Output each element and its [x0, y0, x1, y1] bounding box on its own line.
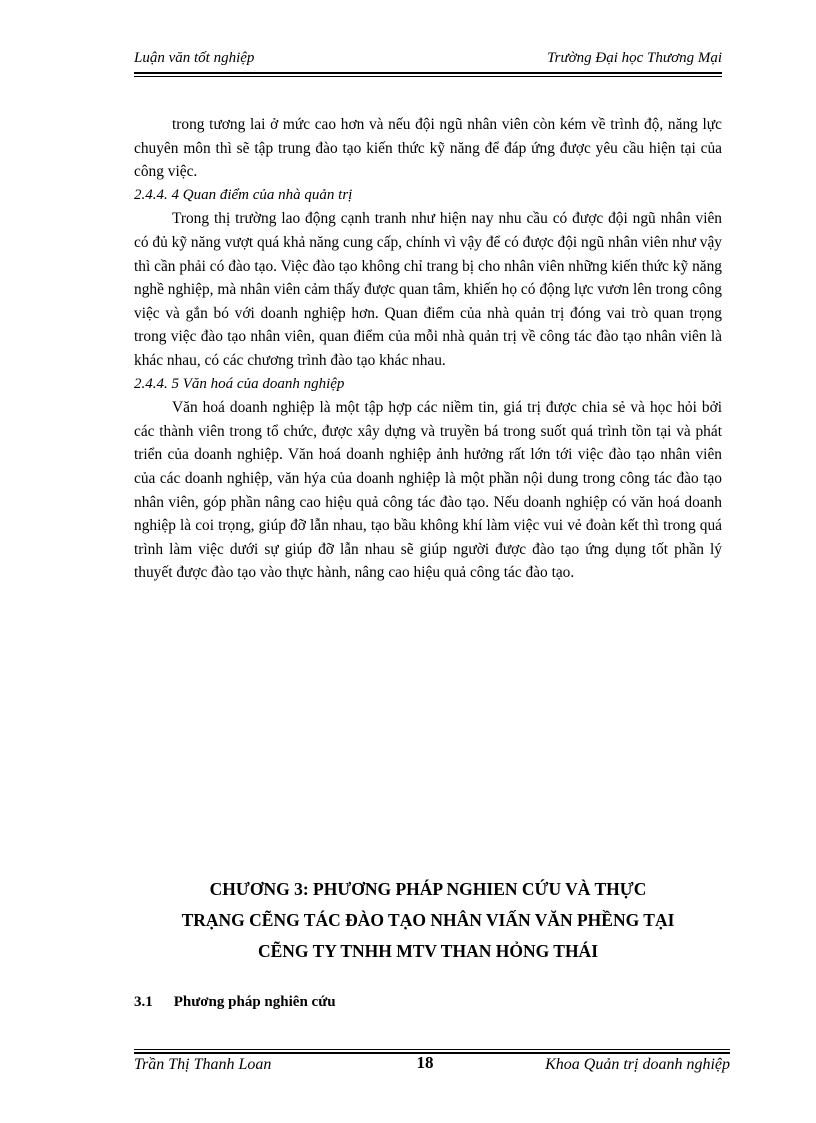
chapter-title-line: CHƯƠNG 3: PHƯƠNG PHÁP NGHIEN CỨU VÀ THỰC — [209, 879, 647, 899]
footer-author: Trần Thị Thanh Loan — [134, 1056, 272, 1073]
paragraph-manager-view: Trong thị trường lao động cạnh tranh như hiện nay nhu cầu có được đội ngũ nhân viên có đủ kỹ năng vượt quá khả năng cung cấp, chính vì vậy để có được đội ngũ nhân viên như vậy thì cần phải có đào tạo. Việc đào tạo không chỉ trang bị cho nhân viên những kiến thức kỹ năng nghề nghiệp, mà nhân viên cảm thấy được quan tâm, khiến họ có động lực vươn lên trong công việc và gắn bó với doanh nghiệp hơn. Quan điểm của nhà quản trị đóng vai trò quan trọng trong việc đào tạo nhân viên, quan điểm của mỗi nhà quản trị về công tác đào tạo nhân viên là khác nhau, có các chương trình đào tạo khác nhau. — [134, 210, 722, 369]
section-number: 3.1 — [134, 994, 153, 1010]
section-title: Phương pháp nghiên cứu — [173, 994, 336, 1010]
chapter-title-line: TRẠNG CẼNG TÁC ĐÀO TẠO NHÂN VIẤN VĂN PHỀNG TẠI — [181, 910, 675, 930]
subheading-corporate-culture: 2.4.4. 5 Văn hoá của doanh nghiệp — [134, 375, 345, 392]
subheading-manager-view: 2.4.4. 4 Quan điểm của nhà quản trị — [134, 186, 353, 203]
page-number: 18 — [416, 1053, 434, 1072]
chapter-title — [134, 874, 722, 967]
chapter-title-line: CẼNG TY TNHH MTV THAN HỎNG THÁI — [257, 941, 599, 961]
page-header — [134, 48, 722, 70]
footer-rule — [134, 1049, 730, 1050]
header-thesis-label: Luận văn tốt nghiệp — [134, 50, 255, 66]
footer-faculty: Khoa Quản trị doanh nghiệp — [545, 1056, 730, 1073]
section-heading — [134, 994, 336, 1011]
body-text — [134, 113, 722, 585]
paragraph-corporate-culture: Văn hoá doanh nghiệp là một tập hợp các niềm tin, giá trị được chia sẻ và học hỏi bởi các thành viên trong tổ chức, được xây dựng và truyền bá trong suốt quá trình tồn tại và phát triển của doanh nghiệp. Văn hoá doanh nghiệp ảnh hưởng rất lớn tới việc đào tạo nhân viên của các doanh nghiệp, văn hýa của doanh nghiệp là một phần nội dung trong công tác đào tạo nhân viên, góp phần nâng cao hiệu quả công tác đào tạo. Nếu doanh nghiệp có văn hoá doanh nghiệp là coi trọng, giúp đỡ lẫn nhau, tạo bầu không khí làm việc vui vẻ đoàn kết thì trong quá trình làm việc dưới sự giúp đỡ lẫn nhau sẽ giúp người được đào tạo ứng dụng tốt phần lý thuyết được đào tạo vào thực hành, nâng cao hiệu quả công tác đào tạo. — [134, 399, 722, 582]
header-university-name: Trường Đại học Thương Mại — [547, 50, 722, 66]
header-rule — [134, 72, 722, 74]
paragraph-continuation: trong tương lai ở mức cao hơn và nếu đội ngũ nhân viên còn kém về trình độ, năng lực chuyên môn thì sẽ tập trung đào tạo kiến thức kỹ năng để đáp ứng được yêu cầu hiện tại của công việc. — [134, 116, 722, 181]
header-rule-thin — [134, 76, 722, 77]
page-footer — [134, 1055, 730, 1079]
